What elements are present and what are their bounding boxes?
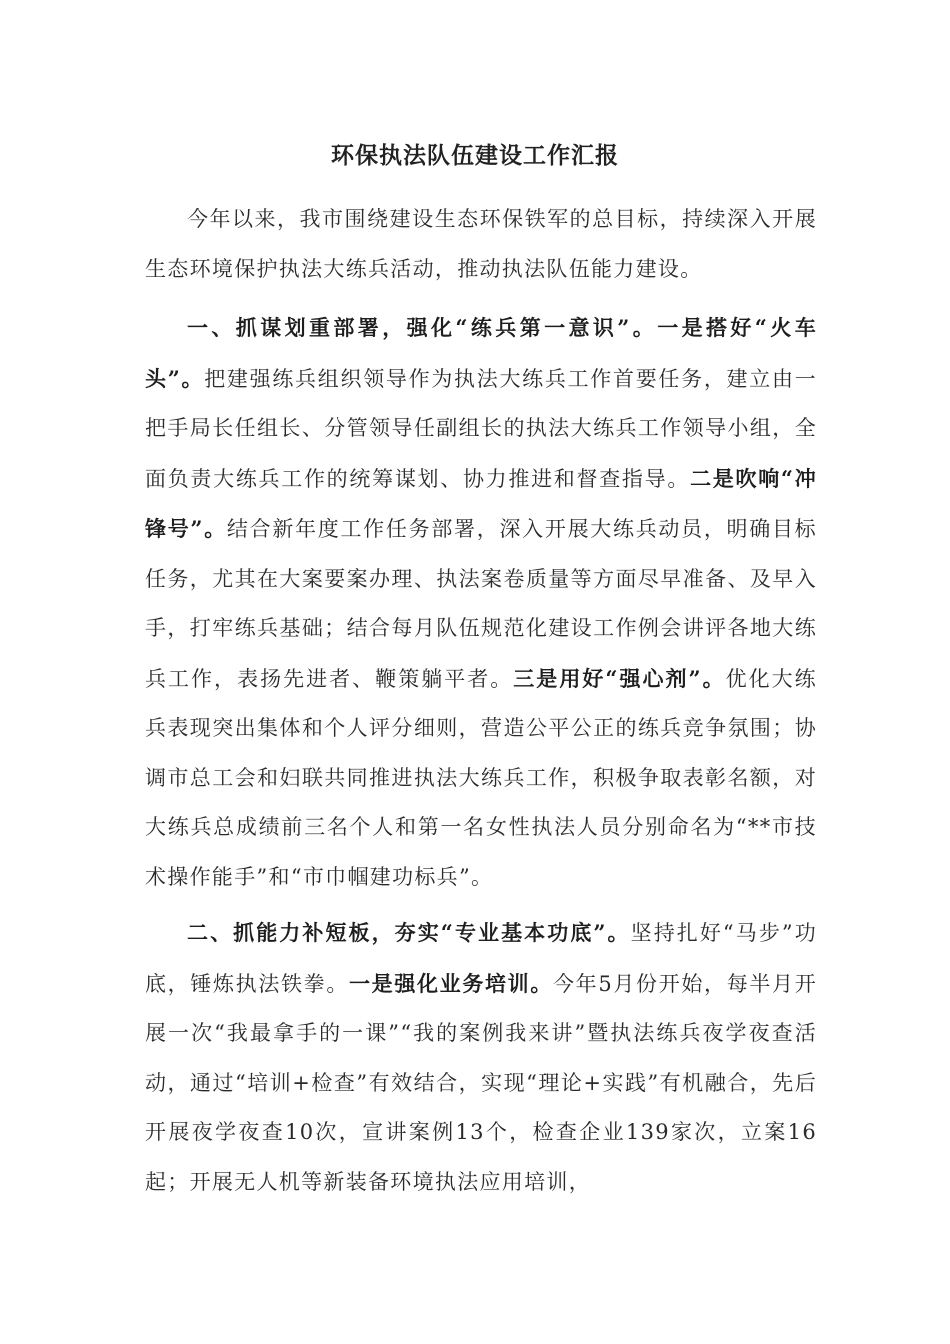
- section-2-paragraph: [145, 908, 817, 1207]
- section-1-point-1-text: 把建强练兵组织领导作为执法大练兵工作首要任务，建立由一把手局长任组长、分管领导任副组长的执法大练兵工作领导小组，全面负责大练兵工作的统筹谋划、协力推进和督查指导。: [145, 366, 817, 491]
- section-1-point-1-label: 一是搭好“火车头”。: [145, 315, 817, 391]
- section-2-point-1-text: 今年5月份开始，每半月开展一次“我最拿手的一课”“我的案例我来讲”暨执法练兵夜学夜查活动，通过“培训+检查”有效结合，实现“理论+实践”有机融合，先后开展夜学夜查10次，宣讲案例13个，检查企业139家次，立案16起；开展无人机等新装备环境执法应用培训，: [145, 971, 817, 1194]
- section-2-point-1-label: 一是强化业务培训。: [349, 970, 553, 996]
- intro-paragraph: 今年以来，我市围绕建设生态环保铁军的总目标，持续深入开展生态环境保护执法大练兵活动，推动执法队伍能力建设。: [145, 207, 817, 281]
- section-1-point-2-text: 结合新年度工作任务部署，深入开展大练兵动员，明确目标任务，尤其在大案要案办理、执法案卷质量等方面尽早准备、及早入手，打牢练兵基础；结合每月队伍规范化建设工作例会讲评各地大练兵工作，表扬先进者、鞭策躺平者。: [145, 517, 817, 691]
- section-2-lead-text: 坚持扎好“马步”功底，锤炼执法铁拳。: [145, 921, 817, 996]
- section-1-point-2-label: 二是吹响“冲锋号”。: [145, 465, 817, 541]
- section-1-point-3-text: 优化大练兵表现突出集体和个人评分细则，营造公平公正的练兵竞争氛围；协调市总工会和妇联共同推进执法大练兵工作，积极争取表彰名额，对大练兵总成绩前三名个人和第一名女性执法人员分别命名为“**市技术操作能手”和“市巾帼建功标兵”。: [145, 666, 817, 889]
- section-1-point-3-label: 三是用好“强心剂”。: [513, 665, 726, 691]
- document-title: 环保执法队伍建设工作汇报: [331, 142, 619, 169]
- section-2-heading: 二、抓能力补短板，夯实“专业基本功底”。: [187, 920, 631, 945]
- section-1-paragraph: [145, 303, 817, 902]
- section-1-heading: 一、抓谋划重部署，强化“练兵第一意识”。: [187, 315, 658, 340]
